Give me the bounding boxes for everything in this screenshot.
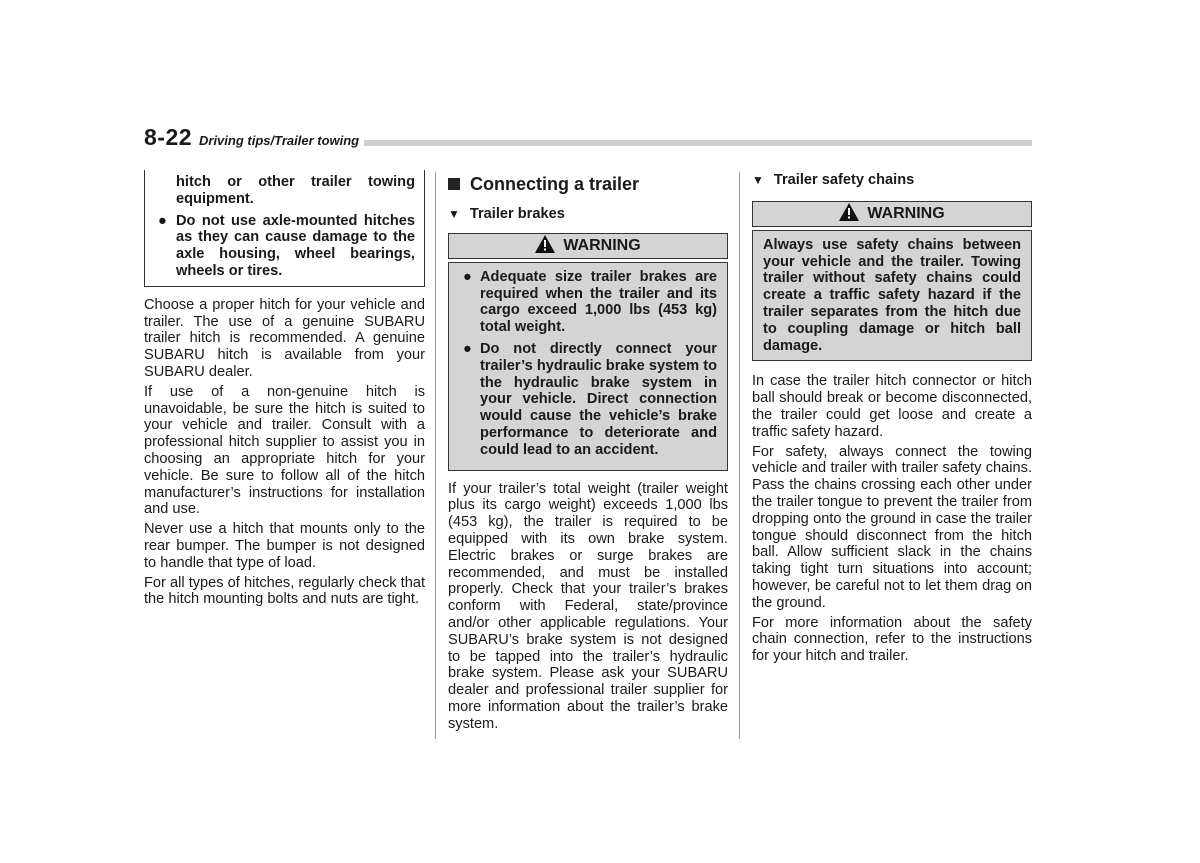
column-divider-2 [739, 172, 740, 739]
paragraph: Never use a hitch that mounts only to the rear bumper. The bumper is not designed to handle that type of load. [144, 521, 425, 571]
column-divider-1 [435, 172, 436, 739]
section-title: Driving tips/Trailer towing [199, 133, 360, 148]
paragraph: For more information about the safety chain connection, refer to the instructions for your hitch and trailer. [752, 614, 1032, 665]
paragraph: If your trailer’s total weight (trailer weight plus its cargo weight) exceeds 1,000 lbs (453 kg), the trailer is required to be equipped with its own brake system. Electric brakes or surge brakes are recommended, and must be installed properly. Check that your trailer’s brakes conform with Federal, state/province and/or other applicable regulations. Your SUBARU’s brake system is not designed to be tapped into the trailer’s hydraulic brake system. Please ask your SUBARU dealer and professional trailer supplier for more information about the trailer’s brake system. [448, 480, 728, 732]
bullet-dot-icon: ● [463, 268, 472, 285]
warning-body [752, 230, 1032, 362]
caution-continued-text: hitch or other trailer towing equipment. [176, 174, 415, 207]
page-header [144, 124, 1032, 154]
paragraph: Choose a proper hitch for your vehicle and trailer. The use of a genuine SUBARU trailer hitch is recommended. A genuine SUBARU hitch is available from your SUBARU dealer. [144, 296, 425, 380]
caution-bullet: ● Do not use axle-mounted hitches as they can cause damage to the axle housing, wheel bearings, wheels or tires. [158, 212, 415, 279]
warning-bullet: ● Do not directly connect your trailer’s hydraulic brake system to the hydraulic brake system in your vehicle. Direct connection would cause the vehicle’s brake performance to deteriorate and could lead to an accident. [463, 340, 717, 458]
subheading: ▼ Trailer brakes [448, 206, 565, 222]
warning-bullet: ● Adequate size trailer brakes are required when the trailer and its cargo exceed 1,000 lbs (453 kg) total weight. [463, 268, 717, 336]
column-1 [144, 172, 425, 611]
paragraph: In case the trailer hitch connector or hitch ball should break or become disconnected, the trailer could get loose and create a traffic safety hazard. [752, 373, 1032, 440]
warning-triangle-icon [535, 235, 555, 253]
column-2 [448, 172, 728, 736]
down-triangle-icon: ▼ [752, 173, 764, 187]
warning-label: WARNING [448, 233, 728, 259]
paragraph: For safety, always connect the towing vehicle and trailer with trailer safety chains. Pass the chains crossing each other under the trailer tongue to prevent the trailer from dropping onto the ground in case the trailer tongue should disconnect from the hitch ball. Allow sufficient slack in the chains taking tight turn situations into account; however, be careful not to let them drag on the ground. [752, 443, 1032, 611]
subheading: ▼ Trailer safety chains [752, 172, 915, 188]
page-number: 8-22 [144, 124, 193, 150]
bullet-dot-icon: ● [158, 212, 167, 229]
square-marker-icon [448, 178, 460, 190]
column-3 [752, 172, 1032, 668]
down-triangle-icon: ▼ [448, 207, 460, 221]
warning-text: Always use safety chains between your vehicle and the trailer. Towing trailer without safety chains could create a traffic safety hazard if the trailer separates from the hitch due to coupling damage or hitch ball damage. [763, 236, 1021, 354]
warning-triangle-icon [839, 203, 859, 221]
caution-box-continued [144, 170, 425, 287]
section-heading: Connecting a trailer [448, 172, 728, 196]
warning-body [448, 262, 728, 471]
warning-label: WARNING [752, 201, 1032, 227]
paragraph: For all types of hitches, regularly check that the hitch mounting bolts and nuts are tight. [144, 574, 425, 608]
paragraph: If use of a non-genuine hitch is unavoidable, be sure the hitch is suited to your vehicle and trailer. Consult with a professional hitch supplier to assist you in choosing an appropriate hitch for your vehicle. Be sure to follow all of the hitch manufacturer’s instructions for installation and use. [144, 383, 425, 518]
bullet-dot-icon: ● [463, 340, 472, 357]
